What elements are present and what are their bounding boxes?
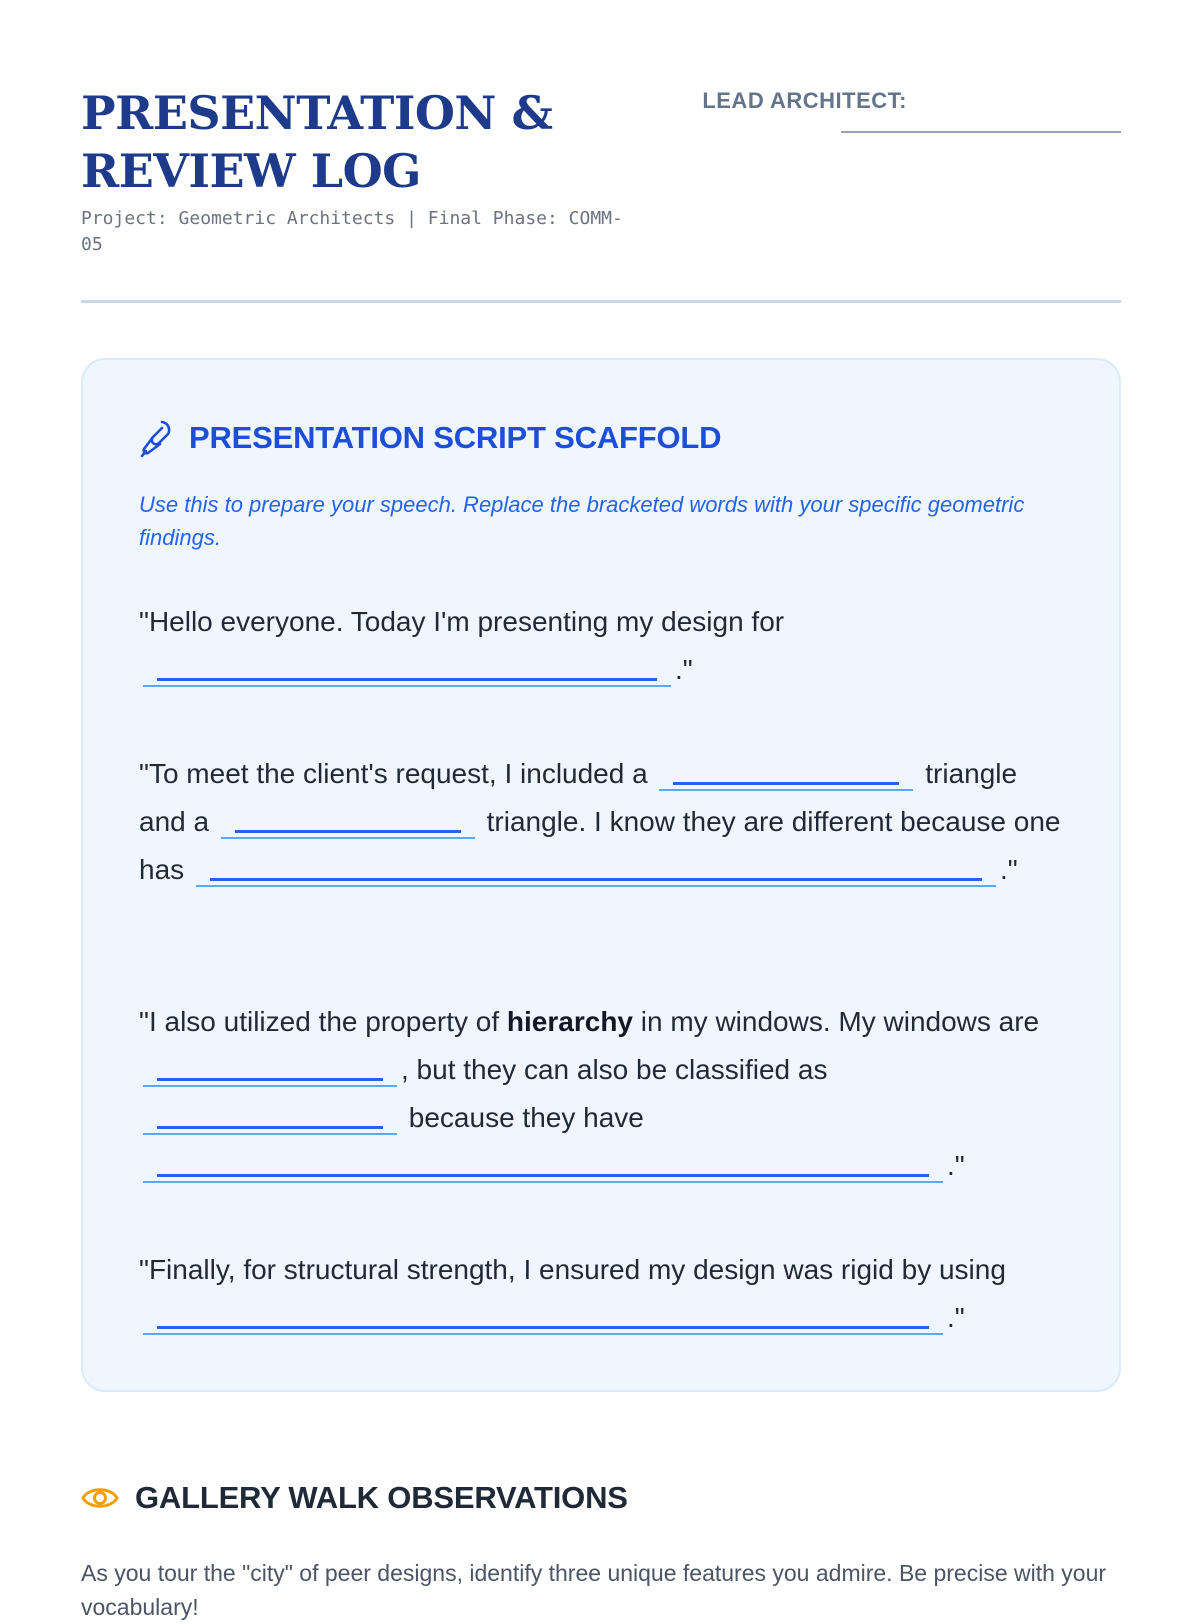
- script-line-triangles: [139, 750, 1069, 894]
- script-line-intro: [139, 598, 1069, 694]
- page-title: PRESENTATION & REVIEW LOG: [81, 86, 553, 198]
- design-name-blank[interactable]: [143, 651, 671, 687]
- script-scaffold-heading: [139, 416, 721, 460]
- gallery-walk-title: GALLERY WALK OBSERVATIONS: [135, 1480, 628, 1515]
- window-property-blank[interactable]: [143, 1147, 943, 1183]
- script-text: .": [947, 1150, 965, 1181]
- window-class-blank[interactable]: [143, 1099, 397, 1135]
- hierarchy-term: hierarchy: [506, 1006, 633, 1037]
- script-instructions: Use this to prepare your speech. Replace the bracketed words with your specific geometric findings.: [139, 492, 1025, 550]
- worksheet-page: [81, 0, 1121, 1620]
- script-text: .": [675, 654, 693, 685]
- script-text: triangle and a: [139, 758, 1018, 837]
- script-text: .": [947, 1302, 965, 1333]
- triangle-type-1-blank[interactable]: [659, 755, 913, 791]
- triangle-difference-blank[interactable]: [196, 851, 996, 887]
- header-divider: [81, 300, 1121, 303]
- gallery-walk-heading: [81, 1476, 628, 1520]
- script-text: "To meet the client's request, I included a: [139, 758, 648, 789]
- script-scaffold-title: PRESENTATION SCRIPT SCAFFOLD: [189, 420, 722, 455]
- lead-architect-label: LEAD ARCHITECT:: [702, 88, 907, 113]
- triangle-type-2-blank[interactable]: [221, 803, 475, 839]
- worksheet-header: [81, 84, 1121, 304]
- script-text: in my windows. My windows are: [640, 1006, 1040, 1037]
- script-scaffold-card: [81, 358, 1121, 1392]
- lead-architect-field[interactable]: [841, 131, 1121, 133]
- microphone-icon: [139, 418, 173, 458]
- script-text: triangle. I know they are different because one has: [139, 806, 1061, 885]
- script-text: "Hello everyone. Today I'm presenting my design for: [139, 606, 785, 637]
- script-text: .": [999, 854, 1018, 885]
- window-shape-blank[interactable]: [143, 1051, 397, 1087]
- rigidity-method-blank[interactable]: [143, 1299, 943, 1335]
- gallery-walk-intro: As you tour the "city" of peer designs, identify three unique features you admire. Be precise with your vocabulary!: [81, 1560, 1107, 1620]
- project-subtitle: Project: Geometric Architects | Final Phase: COMM-05: [81, 208, 623, 255]
- script-text: "I also utilized the property of: [139, 1006, 500, 1037]
- script-line-rigidity: [139, 1246, 1069, 1342]
- eye-icon: [81, 1483, 119, 1513]
- script-line-hierarchy: [139, 998, 1069, 1190]
- script-text: "Finally, for structural strength, I ensured my design was rigid by using: [139, 1254, 1006, 1285]
- script-text: because they have: [408, 1102, 644, 1133]
- script-text: , but they can also be classified as: [401, 1054, 828, 1085]
